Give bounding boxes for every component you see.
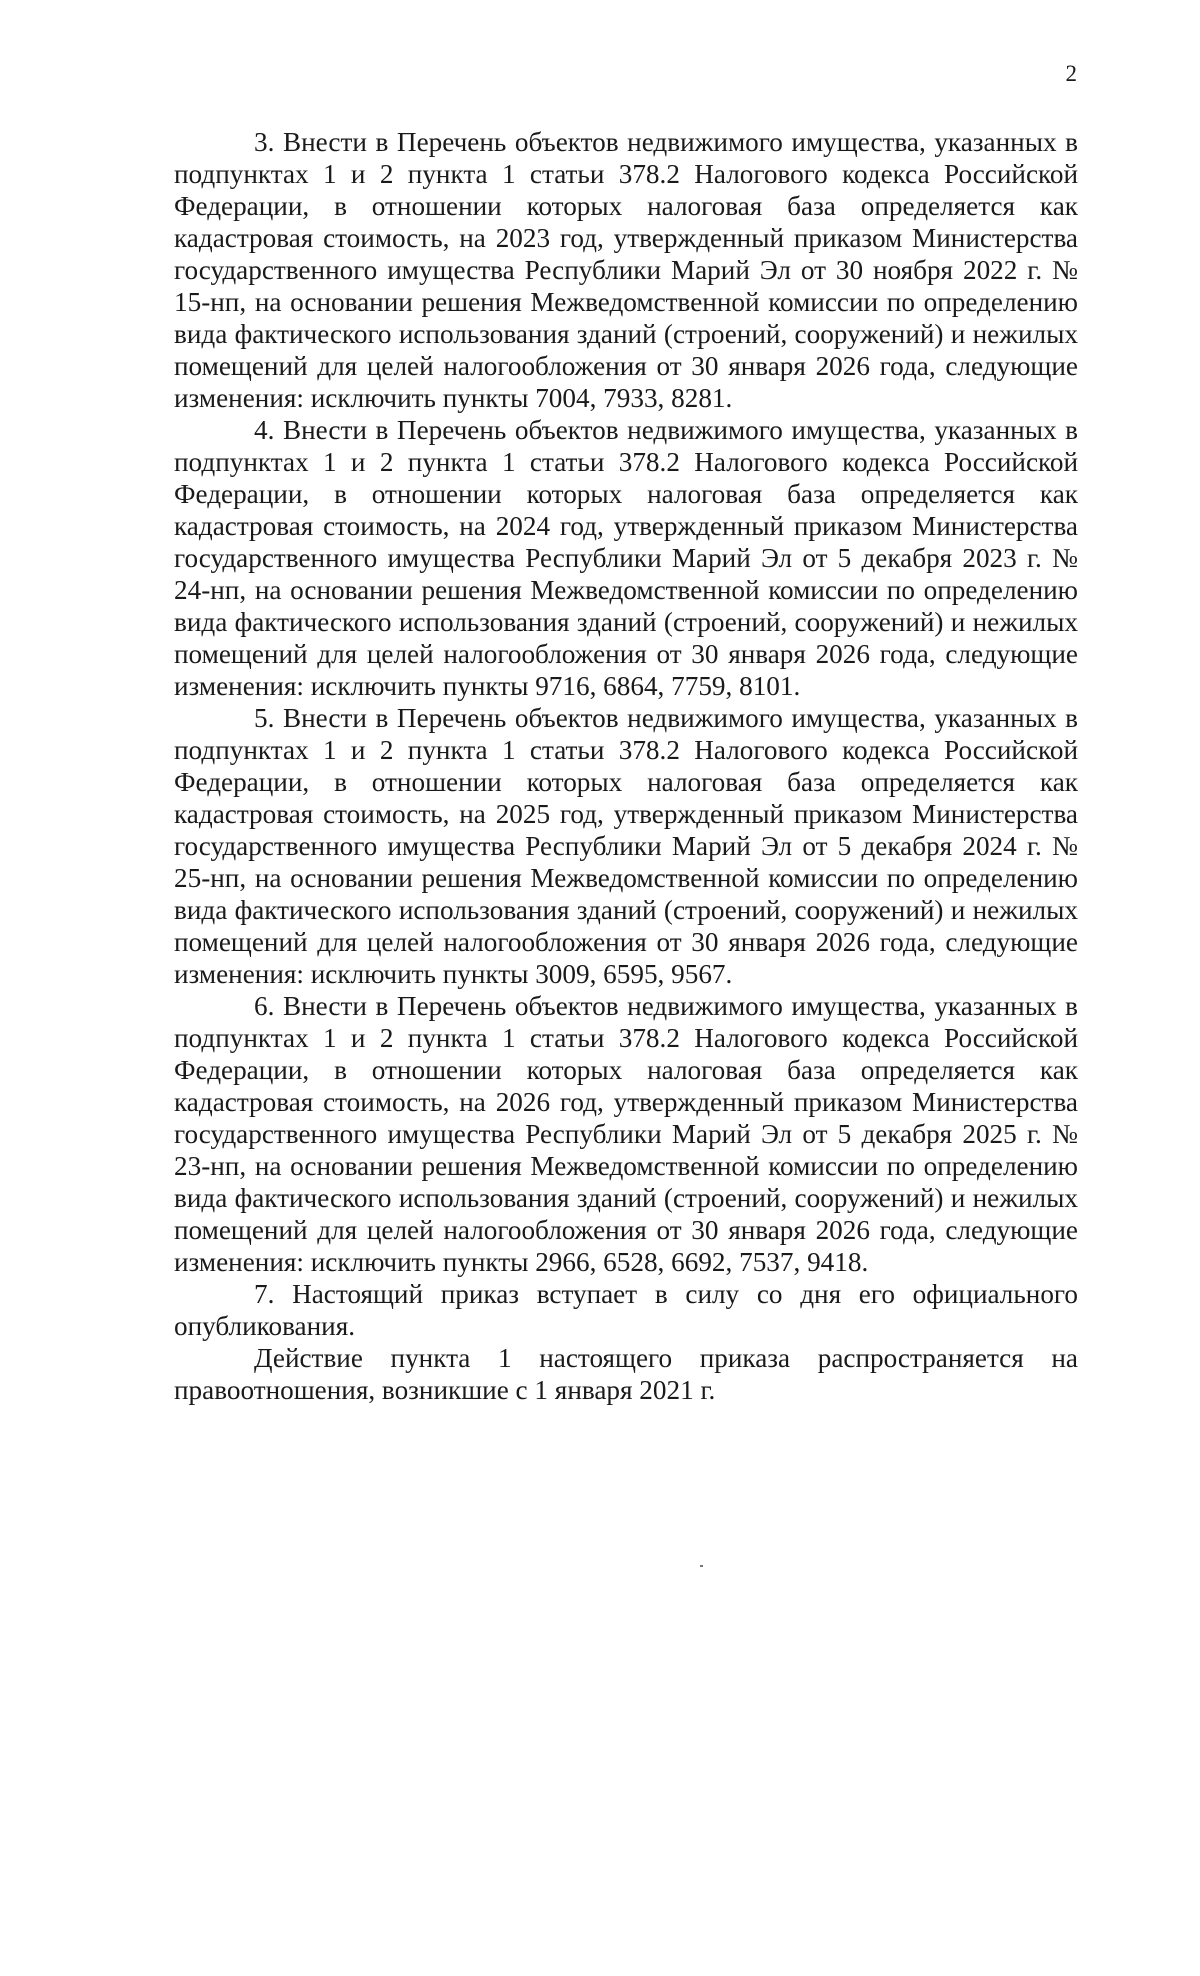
- document-body: [174, 126, 1078, 1406]
- paragraph-effect-clause: Действие пункта 1 настоящего приказа распространяется на правоотношения, возникшие с 1 января 2021 г.: [174, 1343, 1078, 1405]
- paragraph-item-6: 6. Внести в Перечень объектов недвижимого имущества, указанных в подпунктах 1 и 2 пункта 1 статьи 378.2 Налогового кодекса Российской Федерации, в отношении которых налоговая база определяется как кадастровая стоимость, на 2026 год, утвержденный приказом Министерства государственного имущества Республики Марий Эл от 5 декабря 2025 г. № 23-нп, на основании решения Межведомственной комиссии по определению вида фактического использования зданий (строений, сооружений) и нежилых помещений для целей налогообложения от 30 января 2026 года, следующие изменения: исключить пункты 2966, 6528, 6692, 7537, 9418.: [174, 991, 1078, 1277]
- paragraph-item-5: 5. Внести в Перечень объектов недвижимого имущества, указанных в подпунктах 1 и 2 пункта 1 статьи 378.2 Налогового кодекса Российской Федерации, в отношении которых налоговая база определяется как кадастровая стоимость, на 2025 год, утвержденный приказом Министерства государственного имущества Республики Марий Эл от 5 декабря 2024 г. № 25-нп, на основании решения Межведомственной комиссии по определению вида фактического использования зданий (строений, сооружений) и нежилых помещений для целей налогообложения от 30 января 2026 года, следующие изменения: исключить пункты 3009, 6595, 9567.: [174, 703, 1078, 989]
- page-number: 2: [1065, 61, 1077, 86]
- scan-speck: [700, 1565, 703, 1567]
- paragraph-item-3: 3. Внести в Перечень объектов недвижимого имущества, указанных в подпунктах 1 и 2 пункта 1 статьи 378.2 Налогового кодекса Российской Федерации, в отношении которых налоговая база определяется как кадастровая стоимость, на 2023 год, утвержденный приказом Министерства государственного имущества Республики Марий Эл от 30 ноября 2022 г. № 15-нп, на основании решения Межведомственной комиссии по определению вида фактического использования зданий (строений, сооружений) и нежилых помещений для целей налогообложения от 30 января 2026 года, следующие изменения: исключить пункты 7004, 7933, 8281.: [174, 127, 1078, 413]
- paragraph-item-4: 4. Внести в Перечень объектов недвижимого имущества, указанных в подпунктах 1 и 2 пункта 1 статьи 378.2 Налогового кодекса Российской Федерации, в отношении которых налоговая база определяется как кадастровая стоимость, на 2024 год, утвержденный приказом Министерства государственного имущества Республики Марий Эл от 5 декабря 2023 г. № 24-нп, на основании решения Межведомственной комиссии по определению вида фактического использования зданий (строений, сооружений) и нежилых помещений для целей налогообложения от 30 января 2026 года, следующие изменения: исключить пункты 9716, 6864, 7759, 8101.: [174, 415, 1078, 701]
- paragraph-item-7: 7. Настоящий приказ вступает в силу со дня его официального опубликования.: [174, 1279, 1078, 1341]
